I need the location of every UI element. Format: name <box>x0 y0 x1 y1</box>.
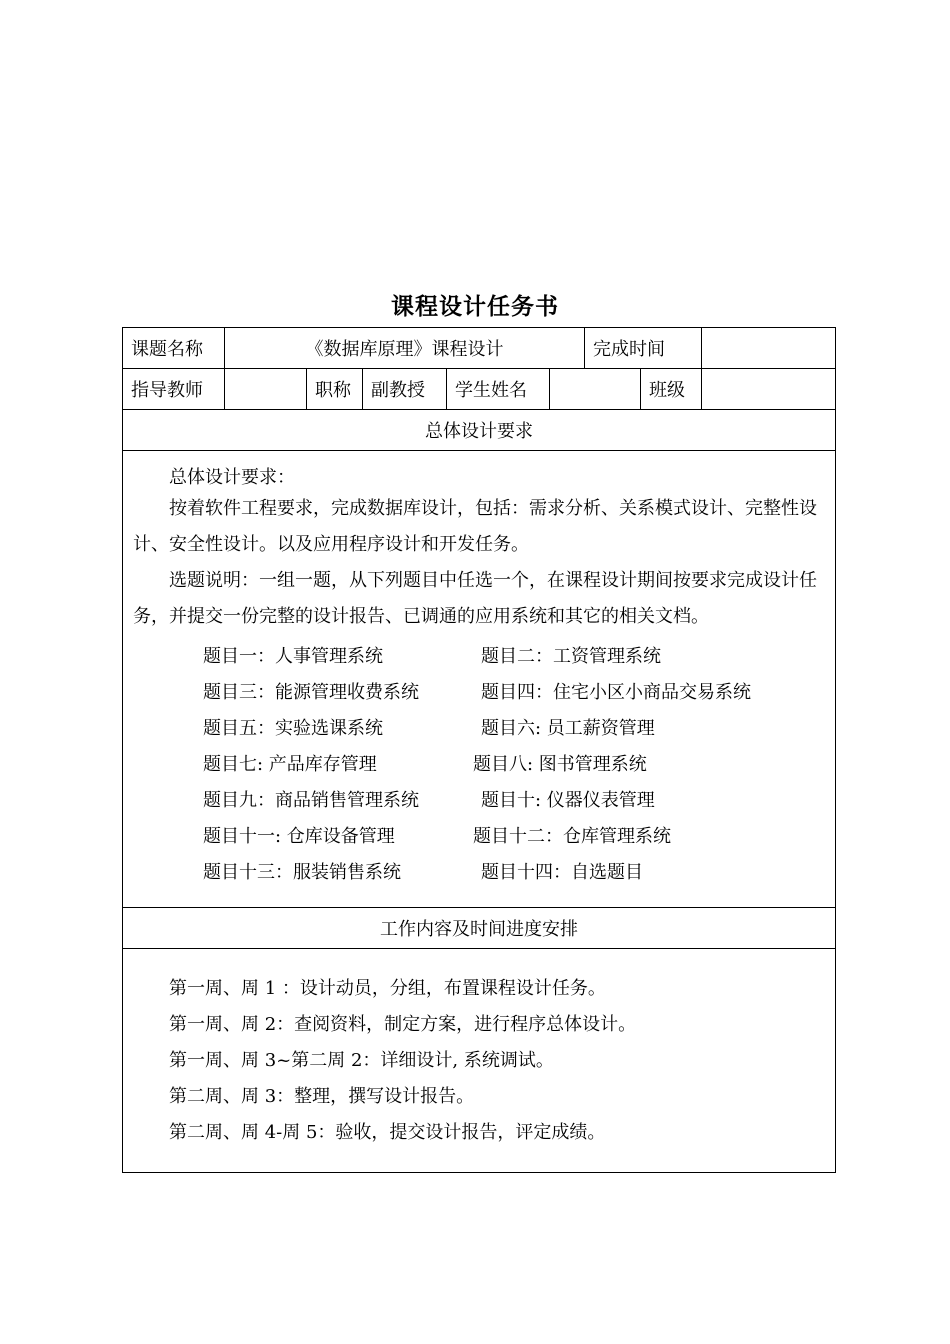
topic-row <box>133 711 823 747</box>
advisor-label: 指导教师 <box>123 369 225 410</box>
topic-row <box>133 747 823 783</box>
topic-row <box>133 675 823 711</box>
topic-item: 题目二：工资管理系统 <box>481 646 661 667</box>
topic-item: 题目十二：仓库管理系统 <box>473 826 671 847</box>
topic-row <box>133 855 823 891</box>
topic-item: 题目八: 图书管理系统 <box>473 754 647 775</box>
student-name-value <box>550 369 641 410</box>
topic-item: 题目六: 员工薪资管理 <box>481 718 655 739</box>
topic-item: 题目十三：服装销售系统 <box>203 862 401 883</box>
class-label: 班级 <box>641 369 702 410</box>
selection-note: 选题说明：一组一题，从下列题目中任选一个，在课程设计期间按要求完成设计任务，并提交一份完整的设计报告、已调通的应用系统和其它的相关文档。 <box>133 570 817 627</box>
class-value <box>702 369 836 410</box>
topic-item: 题目五：实验选课系统 <box>203 718 383 739</box>
finish-time-label: 完成时间 <box>585 328 702 369</box>
schedule-list <box>123 949 835 1151</box>
topic-label: 课题名称 <box>123 328 225 369</box>
task-form-table <box>122 327 836 1173</box>
section-heading-schedule: 工作内容及时间进度安排 <box>123 908 836 949</box>
topic-item: 题目三：能源管理收费系统 <box>203 682 419 703</box>
rank-value: 副教授 <box>363 369 447 410</box>
schedule-item: 第一周、周 1 ：设计动员，分组，布置课程设计任务。 <box>169 978 606 999</box>
schedule-item: 第一周、周 2：查阅资料，制定方案，进行程序总体设计。 <box>169 1014 637 1035</box>
topic-row <box>133 783 823 819</box>
schedule-item: 第一周、周 3~第二周 2：详细设计, 系统调试。 <box>169 1050 554 1071</box>
topic-item: 题目十四：自选题目 <box>481 862 643 883</box>
finish-time-value <box>702 328 836 369</box>
student-name-label: 学生姓名 <box>447 369 550 410</box>
topic-list <box>133 639 823 891</box>
requirements-label: 总体设计要求： <box>169 467 295 488</box>
schedule-item: 第二周、周 4-周 5：验收，提交设计报告，评定成绩。 <box>169 1122 606 1143</box>
section-heading-requirements: 总体设计要求 <box>123 410 836 451</box>
topic-item: 题目一：人事管理系统 <box>203 646 383 667</box>
topic-item: 题目十一: 仓库设备管理 <box>203 826 395 847</box>
topic-item: 题目九：商品销售管理系统 <box>203 790 419 811</box>
topic-row <box>133 819 823 855</box>
advisor-value <box>225 369 307 410</box>
schedule-item: 第二周、周 3：整理，撰写设计报告。 <box>169 1086 475 1107</box>
topic-row <box>133 639 823 675</box>
schedule-cell <box>123 949 836 1173</box>
topic-item: 题目七: 产品库存管理 <box>203 754 377 775</box>
topic-value: 《数据库原理》课程设计 <box>225 328 585 369</box>
topic-item: 题目四：住宅小区小商品交易系统 <box>481 682 751 703</box>
rank-label: 职称 <box>307 369 363 410</box>
page-title: 课程设计任务书 <box>391 294 559 320</box>
requirements-cell <box>123 451 836 908</box>
topic-item: 题目十: 仪器仪表管理 <box>481 790 655 811</box>
requirements-text: 按着软件工程要求，完成数据库设计，包括：需求分析、关系模式设计、完整性设计、安全性设计。以及应用程序设计和开发任务。 <box>133 498 817 555</box>
